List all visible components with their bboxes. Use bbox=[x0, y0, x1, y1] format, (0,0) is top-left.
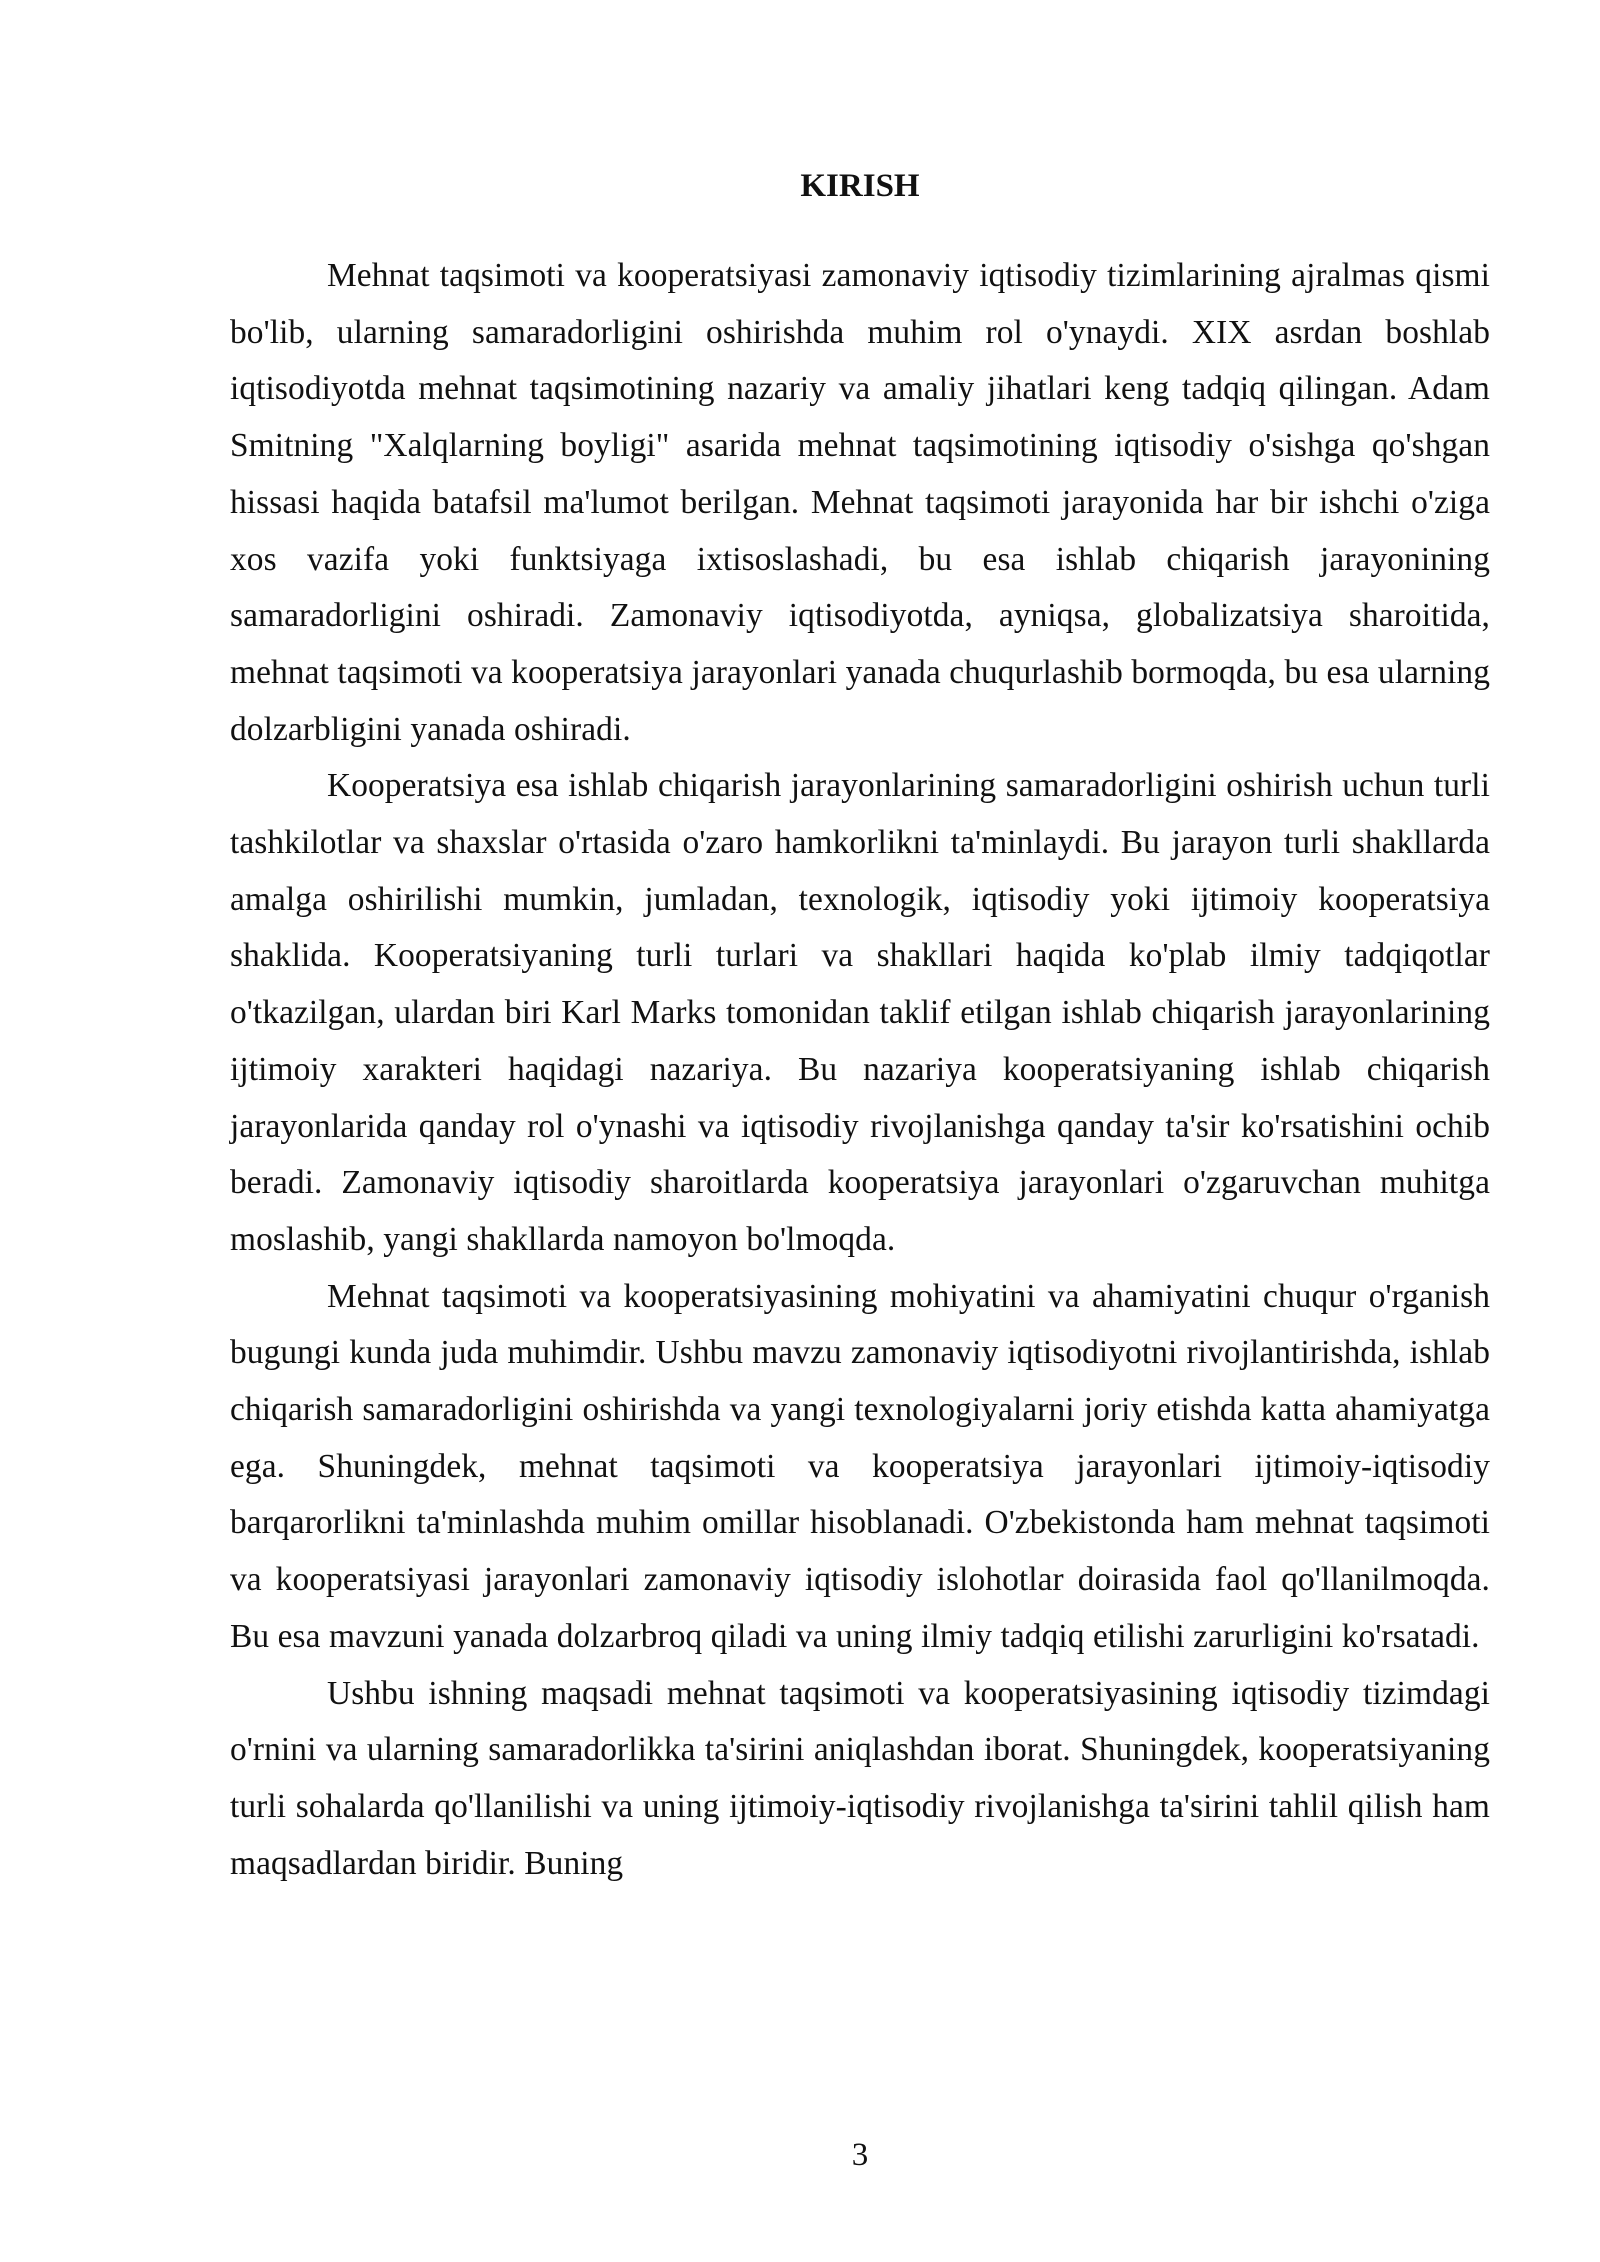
page-number: 3 bbox=[851, 2137, 869, 2173]
paragraph-1: Mehnat taqsimoti va kooperatsiyasi zamonaviy iqtisodiy tizimlarining ajralmas qismi bo'lib, ularning samaradorligini oshirishda muhim rol o'ynaydi. XIX asrdan boshlab iqtisodiyotda mehnat taqsimotining nazariy va amaliy jihatlari keng tadqiq qilingan. Adam Smitning "Xalqlarning boyligi" asarida mehnat taqsimotining iqtisodiy o'sishga qo'shgan hissasi haqida batafsil ma'lumot berilgan. Mehnat taqsimoti jarayonida har bir ishchi o'ziga xos vazifa yoki funktsiyaga ixtisoslashadi, bu esa ishlab chiqarish jarayonining samaradorligini oshiradi. Zamonaviy iqtisodiyotda, ayniqsa, globalizatsiya sharoitida, mehnat taqsimoti va kooperatsiya jarayonlari yanada chuqurlashib bormoqda, bu esa ularning dolzarbligini yanada oshiradi. bbox=[230, 257, 1490, 748]
page-title: KIRISH bbox=[800, 168, 920, 204]
body-text bbox=[230, 248, 1490, 1892]
paragraph-2: Kooperatsiya esa ishlab chiqarish jarayonlarining samaradorligini oshirish uchun turli tashkilotlar va shaxslar o'rtasida o'zaro hamkorlikni ta'minlaydi. Bu jarayon turli shakllarda amalga oshirilishi mumkin, jumladan, texnologik, iqtisodiy yoki ijtimoiy kooperatsiya shaklida. Kooperatsiyaning turli turlari va shakllari haqida ko'plab ilmiy tadqiqotlar o'tkazilgan, ulardan biri Karl Marks tomonidan taklif etilgan ishlab chiqarish jarayonlarining ijtimoiy xarakteri haqidagi nazariya. Bu nazariya kooperatsiyaning ishlab chiqarish jarayonlarida qanday rol o'ynashi va iqtisodiy rivojlanishga qanday ta'sir ko'rsatishini ochib beradi. Zamonaviy iqtisodiy sharoitlarda kooperatsiya jarayonlari o'zgaruvchan muhitga moslashib, yangi shakllarda namoyon bo'lmoqda. bbox=[230, 767, 1490, 1258]
paragraph-3: Mehnat taqsimoti va kooperatsiyasining mohiyatini va ahamiyatini chuqur o'rganish bugungi kunda juda muhimdir. Ushbu mavzu zamonaviy iqtisodiyotni rivojlantirishda, ishlab chiqarish samaradorligini oshirishda va yangi texnologiyalarni joriy etishda katta ahamiyatga ega. Shuningdek, mehnat taqsimoti va kooperatsiya jarayonlari ijtimoiy-iqtisodiy barqarorlikni ta'minlashda muhim omillar hisoblanadi. O'zbekistonda ham mehnat taqsimoti va kooperatsiyasi jarayonlari zamonaviy iqtisodiy islohotlar doirasida faol qo'llanilmoqda. Bu esa mavzuni yanada dolzarbroq qiladi va uning ilmiy tadqiq etilishi zarurligini ko'rsatadi. bbox=[230, 1277, 1490, 1655]
paragraph-4: Ushbu ishning maqsadi mehnat taqsimoti va kooperatsiyasining iqtisodiy tizimdagi o'rnini va ularning samaradorlikka ta'sirini aniqlashdan iborat. Shuningdek, kooperatsiyaning turli sohalarda qo'llanilishi va uning ijtimoiy-iqtisodiy rivojlanishga ta'sirini tahlil qilish ham maqsadlardan biridir. Buning bbox=[230, 1674, 1490, 1882]
